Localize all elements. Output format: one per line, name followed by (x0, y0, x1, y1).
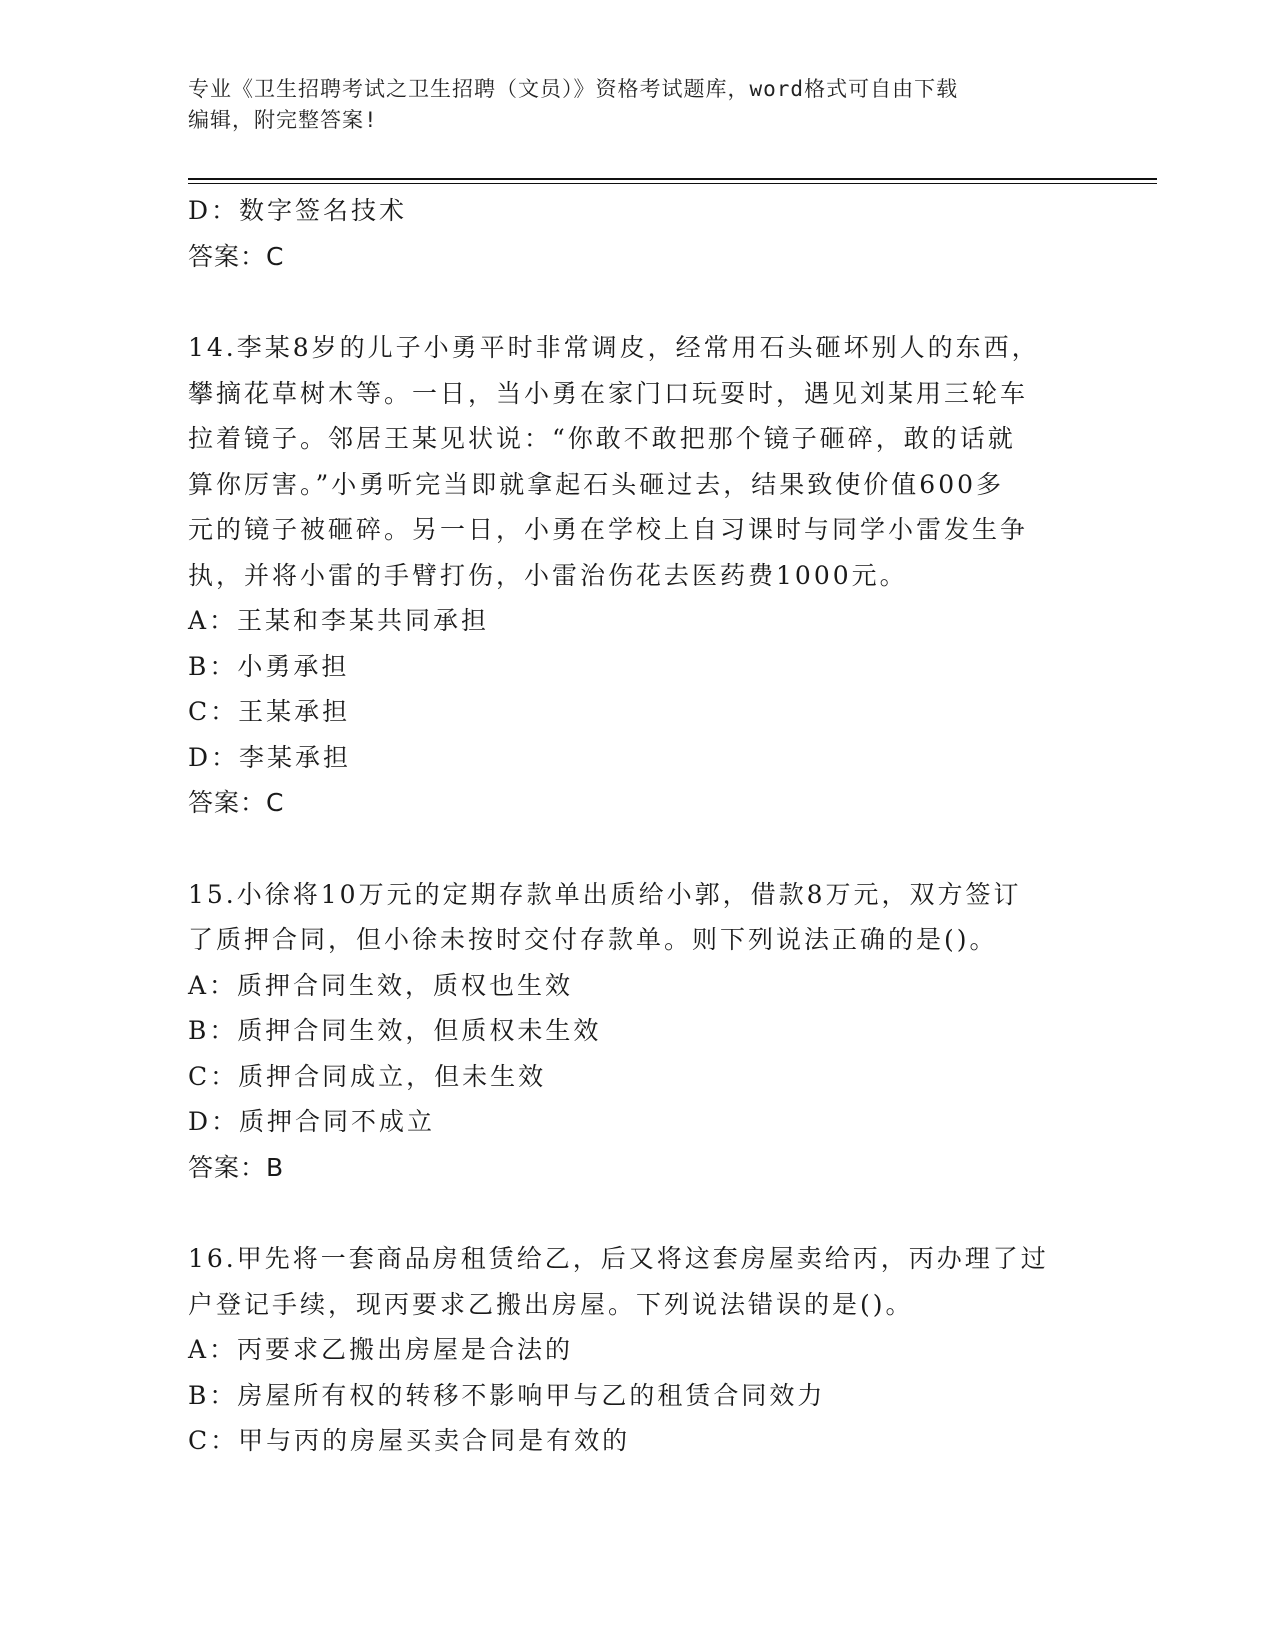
question-text-line: 算你厉害。”小勇听完当即就拿起石头砸过去，结果致使价值600多 (188, 469, 1005, 499)
option-b: B：房屋所有权的转移不影响甲与乙的租赁合同效力 (188, 1380, 826, 1410)
option-b: B：小勇承担 (188, 651, 350, 681)
header-divider-thick (188, 178, 1157, 180)
option-d: D：数字签名技术 (188, 196, 408, 225)
question-list (188, 188, 1088, 1464)
option-a: A：丙要求乙搬出房屋是合法的 (188, 1335, 574, 1364)
document-header (188, 74, 1088, 136)
option-a: A：质押合同生效，质权也生效 (188, 970, 574, 1000)
question-14 (188, 325, 1088, 826)
option-c: C：王某承担 (188, 697, 351, 726)
option-c: C：甲与丙的房屋买卖合同是有效的 (188, 1426, 631, 1455)
answer-line: 答案：C (188, 241, 285, 271)
question-16 (188, 1236, 1088, 1464)
option-b: B：质押合同生效，但质权未生效 (188, 1016, 602, 1045)
option-d: D：李某承担 (188, 742, 352, 772)
question-text-line: 16.甲先将一套商品房租赁给乙，后又将这套房屋卖给丙，丙办理了过 (188, 1244, 1049, 1273)
previous-question-tail (188, 188, 1088, 279)
option-a: A：王某和李某共同承担 (188, 606, 490, 635)
answer-line: 答案：B (188, 1152, 285, 1182)
question-text-line: 拉着镜子。邻居王某见状说：“你敢不敢把那个镜子砸碎，敢的话就 (188, 424, 1016, 453)
question-text-line: 15.小徐将10万元的定期存款单出质给小郭，借款8万元，双方签订 (188, 879, 1022, 909)
answer-line: 答案：C (188, 788, 285, 817)
header-divider-thin (188, 183, 1157, 184)
option-c: C：质押合同成立，但未生效 (188, 1061, 547, 1091)
question-text-line: 了质押合同，但小徐未按时交付存款单。则下列说法正确的是()。 (188, 925, 998, 954)
question-text-line: 户登记手续，现丙要求乙搬出房屋。下列说法错误的是()。 (188, 1289, 914, 1319)
question-text-line: 14.李某8岁的儿子小勇平时非常调皮，经常用石头砸坏别人的东西， (188, 333, 1040, 362)
question-text-line: 元的镜子被砸碎。另一日，小勇在学校上自习课时与同学小雷发生争 (188, 515, 1029, 544)
option-d: D：质押合同不成立 (188, 1107, 436, 1136)
question-15 (188, 872, 1088, 1191)
header-line-1: 专业《卫生招聘考试之卫生招聘（文员）》资格考试题库，word格式可自由下载 (188, 77, 959, 101)
question-text-line: 执，并将小雷的手臂打伤，小雷治伤花去医药费1000元。 (188, 560, 908, 590)
question-text-line: 攀摘花草树木等。一日，当小勇在家门口玩耍时，遇见刘某用三轮车 (188, 378, 1029, 408)
header-line-2: 编辑，附完整答案! (188, 108, 378, 132)
